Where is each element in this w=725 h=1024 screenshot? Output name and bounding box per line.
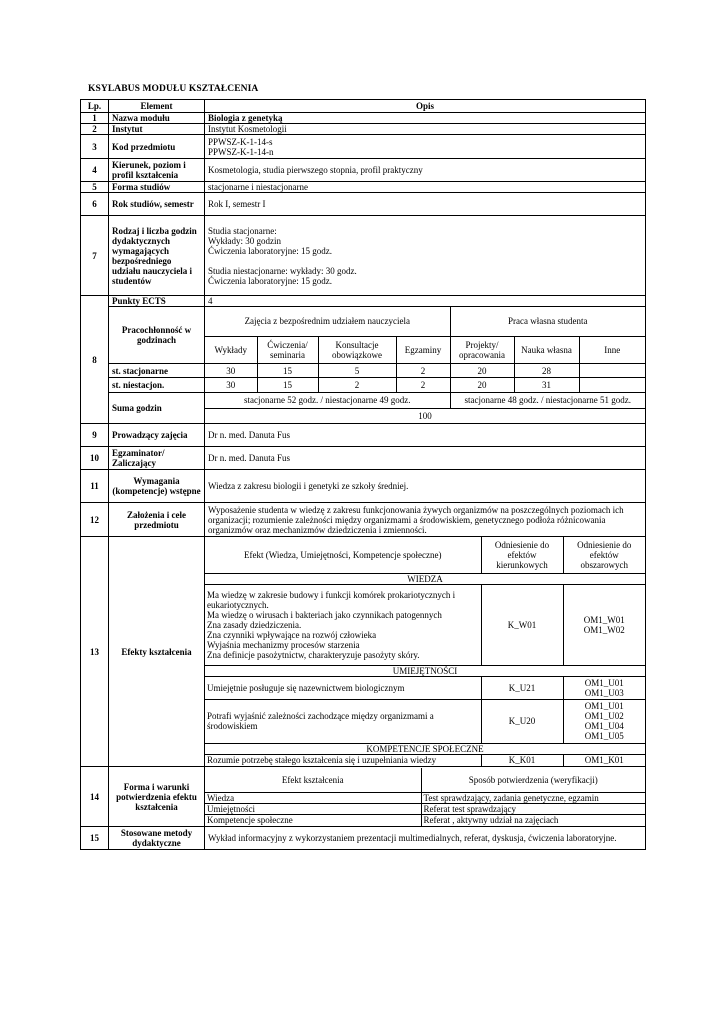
sum-contact: stacjonarne 52 godz. / niestacjonarne 49 godz. (205, 393, 450, 408)
cell: 20 (450, 364, 514, 377)
cell: 28 (514, 364, 579, 377)
header-row (81, 100, 646, 113)
row-label: Założenia i cele przedmiotu (109, 503, 205, 537)
cell (579, 378, 645, 392)
row-label: Rodzaj i liczba godzin dydaktycznych wymagających bezpośredniego udziału nauczyciela i studentów (109, 216, 205, 296)
cell: 2 (396, 378, 450, 392)
row-label: Forma i warunki potwierdzenia efektu kształcenia (109, 767, 205, 827)
row-value: Wiedza z zakresu biologii i genetyki ze szkoły średniej. (205, 470, 646, 503)
row-value: Dr n. med. Danuta Fus (205, 447, 646, 470)
stac-values (205, 364, 645, 377)
table-row (81, 182, 646, 193)
table-row (81, 767, 646, 827)
effect-area: OM1_U01 OM1_U03 (563, 676, 645, 699)
effects-table (205, 537, 645, 766)
row-label: Egzaminator/ Zaliczający (109, 447, 205, 470)
syllabus-table (80, 99, 646, 850)
table-row (81, 135, 646, 159)
effect-text: Rozumie potrzebę stałego kształcenia się i uzupełniania wiedzy (205, 754, 481, 766)
row-label: Wymagania (kompetencje) wstępne (109, 470, 205, 503)
row-label: Kierunek, poziom i profil kształcenia (109, 159, 205, 182)
section-wiedza: WIEDZA (205, 573, 645, 584)
col-header: Nauka własna (514, 336, 579, 363)
cell: 30 (205, 378, 257, 392)
verif-col-method: Sposób potwierdzenia (weryfikacji) (421, 768, 645, 793)
row-number: 15 (81, 827, 109, 850)
cell: 2 (396, 364, 450, 377)
table-row (81, 393, 646, 424)
verif-method: Referat test sprawdzający (421, 804, 645, 815)
niestac-label: st. niestacjon. (109, 378, 205, 393)
header-opis: Opis (205, 100, 646, 113)
row-number: 11 (81, 470, 109, 503)
table-row (81, 470, 646, 503)
table-row (81, 193, 646, 216)
effect-area: OM1_W01 OM1_W02 (563, 584, 645, 665)
verif-effect: Kompetencje społeczne (205, 815, 421, 826)
effect-text: Potrafi wyjaśnić zależności zachodzące między organizmami a środowiskiem (205, 699, 481, 743)
effect-text: Umiejętnie posługuje się nazewnictwem biologicznym (205, 676, 481, 699)
table-row (81, 378, 646, 393)
row-value: Studia stacjonarne: Wykłady: 30 godzin Ćwiczenia laboratoryjne: 15 godz. Studia niestacjonarne: wykłady: 30 godz. Ćwiczenia laboratoryjne: 15 godz. (205, 216, 646, 296)
table-row (81, 307, 646, 364)
row-value: Kosmetologia, studia pierwszego stopnia, profil praktyczny (205, 159, 646, 182)
row-value: Dr n. med. Danuta Fus (205, 424, 646, 447)
sum-label: Suma godzin (109, 393, 205, 424)
group-self: Praca własna studenta (450, 307, 645, 336)
row-value: Biologia z genetyką (205, 113, 646, 124)
table-row (81, 447, 646, 470)
workload-label: Pracochłonność w godzinach (109, 307, 205, 364)
row-number: 9 (81, 424, 109, 447)
table-row (81, 124, 646, 135)
verif-effect: Umiejętności (205, 804, 421, 815)
effect-dir: K_U20 (481, 699, 563, 743)
table-row (81, 537, 646, 767)
effects-col-dir: Odniesienie do efektów kierunkowych (481, 537, 563, 573)
row-label: Rok studiów, semestr (109, 193, 205, 216)
niestac-values (205, 378, 645, 392)
effect-dir: K_W01 (481, 584, 563, 665)
section-kompetencje: KOMPETENCJE SPOŁECZNE (205, 743, 645, 754)
row-label: Kod przedmiotu (109, 135, 205, 159)
cell: 15 (257, 364, 318, 377)
row-number: 1 (81, 113, 109, 124)
row-number: 10 (81, 447, 109, 470)
cell (579, 364, 645, 377)
verif-col-effect: Efekt kształcenia (205, 768, 421, 793)
row-number: 3 (81, 135, 109, 159)
sum-total: 100 (205, 408, 645, 423)
row-number: 12 (81, 503, 109, 537)
verif-effect: Wiedza (205, 793, 421, 804)
section-umiejetnosci: UMIEJĘTNOŚCI (205, 665, 645, 676)
effect-area: OM1_K01 (563, 754, 645, 766)
workload-grid (205, 307, 645, 363)
row-value: Wykład informacyjny z wykorzystaniem prezentacji multimedialnych, referat, dyskusja, ćwiczenia laboratoryjne. (205, 827, 646, 850)
col-header: Inne (579, 336, 645, 363)
effect-text: Ma wiedzę w zakresie budowy i funkcji komórek prokariotycznych i eukariotycznych. Ma wiedzę o wirusach i bakteriach jako czynnikach patogennych Zna zasady dziedziczenia. Zna czynniki wpływające na rozwój człowieka Wyjaśnia mechanizmy procesów starzenia Zna definicje pasożytnictw, charakteryzuje pasożyty skóry. (205, 584, 481, 665)
verif-method: Referat , aktywny udział na zajęciach (421, 815, 645, 826)
table-row (81, 503, 646, 537)
table-row (81, 364, 646, 378)
row-label: Forma studiów (109, 182, 205, 193)
verification-table (205, 768, 645, 826)
table-row (81, 113, 646, 124)
row-number: 6 (81, 193, 109, 216)
stac-label: st. stacjonarne (109, 364, 205, 378)
effect-area: OM1_U01 OM1_U02 OM1_U04 OM1_U05 (563, 699, 645, 743)
effect-dir: K_K01 (481, 754, 563, 766)
ects-label: Punkty ECTS (109, 296, 205, 307)
table-row (81, 216, 646, 296)
table-row (81, 296, 646, 307)
row-number: 4 (81, 159, 109, 182)
group-contact: Zajęcia z bezpośrednim udziałem nauczyciela (205, 307, 450, 336)
cell: 31 (514, 378, 579, 392)
row-value: PPWSZ-K-1-14-s PPWSZ-K-1-14-n (205, 135, 646, 159)
col-header: Konsultacje obowiązkowe (318, 336, 396, 363)
row-number: 8 (81, 296, 109, 424)
sum-values (205, 393, 645, 423)
col-header: Egzaminy (396, 336, 450, 363)
sum-self: stacjonarne 48 godz. / niestacjonarne 51 godz. (450, 393, 645, 408)
table-row (81, 159, 646, 182)
cell: 20 (450, 378, 514, 392)
row-label: Nazwa modułu (109, 113, 205, 124)
ects-value: 4 (205, 296, 646, 307)
cell: 15 (257, 378, 318, 392)
row-label: Efekty kształcenia (109, 537, 205, 767)
verif-method: Test sprawdzający, zadania genetyczne, egzamin (421, 793, 645, 804)
effects-col-area: Odniesienie do efektów obszarowych (563, 537, 645, 573)
header-element: Element (109, 100, 205, 113)
cell: 30 (205, 364, 257, 377)
row-value: Rok I, semestr I (205, 193, 646, 216)
row-value: Instytut Kosmetologii (205, 124, 646, 135)
effects-col-effect: Efekt (Wiedza, Umiejętności, Kompetencje społeczne) (205, 537, 481, 573)
row-value: Wyposażenie studenta w wiedzę z zakresu funkcjonowania żywych organizmów na poszczególnych poziomach ich organizacji; rozumienie zależności między organizmami a środowiskiem, genetycznego podłoża różnicowania organizmów oraz mechanizmów dziedziczenia i zmienności. (205, 503, 646, 537)
table-row (81, 424, 646, 447)
row-label: Instytut (109, 124, 205, 135)
table-row (81, 827, 646, 850)
row-label: Prowadzący zajęcia (109, 424, 205, 447)
row-number: 7 (81, 216, 109, 296)
header-lp: Lp. (81, 100, 109, 113)
document-title: KSYLABUS MODUŁU KSZTAŁCENIA (88, 84, 259, 94)
row-label: Stosowane metody dydaktyczne (109, 827, 205, 850)
row-number: 13 (81, 537, 109, 767)
row-number: 14 (81, 767, 109, 827)
effect-dir: K_U21 (481, 676, 563, 699)
row-number: 5 (81, 182, 109, 193)
col-header: Wykłady (205, 336, 257, 363)
cell: 5 (318, 364, 396, 377)
row-value: stacjonarne i niestacjonarne (205, 182, 646, 193)
col-header: Projekty/ opracowania (450, 336, 514, 363)
row-number: 2 (81, 124, 109, 135)
cell: 2 (318, 378, 396, 392)
col-header: Ćwiczenia/ seminaria (257, 336, 318, 363)
